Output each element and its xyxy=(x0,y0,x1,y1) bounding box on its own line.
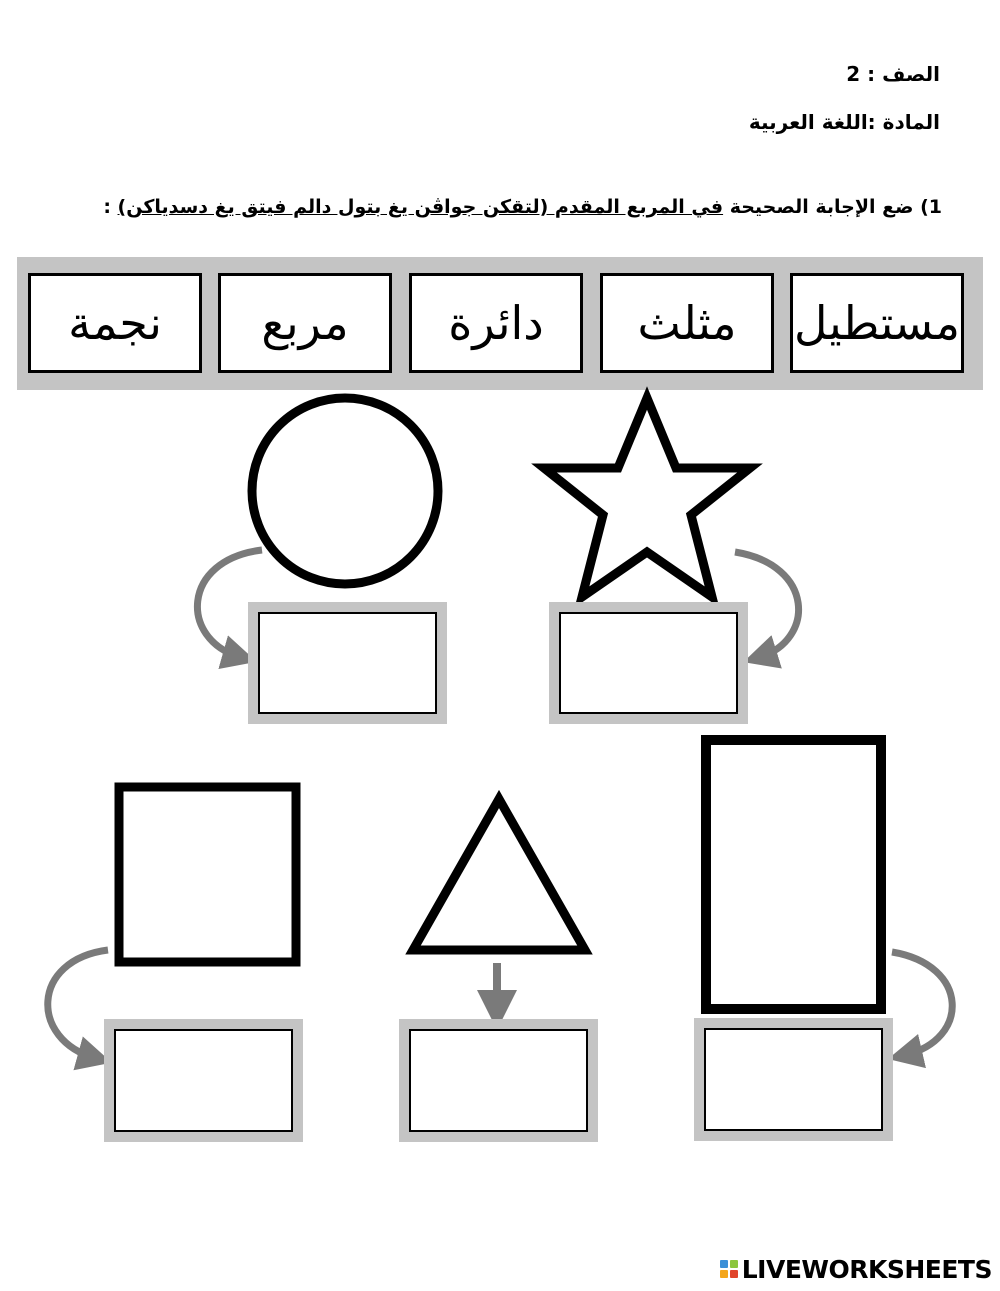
word-rectangle[interactable]: مستطيل xyxy=(790,273,964,373)
logo-square xyxy=(730,1270,738,1278)
grade-label: الصف : 2 xyxy=(846,62,940,86)
answer-input-triangle[interactable] xyxy=(409,1029,588,1132)
instruction-number: 1) xyxy=(920,196,942,218)
footer-logo xyxy=(720,1252,992,1286)
word-circle[interactable]: دائرة xyxy=(409,273,583,373)
instruction-colon: : xyxy=(103,196,118,218)
logo-square xyxy=(730,1260,738,1268)
logo-square xyxy=(720,1270,728,1278)
instruction-text-underlined: في المربع المقدم (لتقكن جواڤن يغ بتول دالم فيتق يغ دسدياكن) xyxy=(117,196,724,218)
subject-label: المادة :اللغة العربية xyxy=(748,110,940,134)
logo-square xyxy=(720,1260,728,1268)
answer-input-star[interactable] xyxy=(559,612,738,714)
word-square[interactable]: مربع xyxy=(218,273,392,373)
star-shape xyxy=(544,398,750,597)
answer-box-circle xyxy=(248,602,447,724)
answer-input-square[interactable] xyxy=(114,1029,293,1132)
word-triangle[interactable]: مثلث xyxy=(600,273,774,373)
square-shape xyxy=(119,787,296,962)
word-star[interactable]: نجمة xyxy=(28,273,202,373)
liveworksheets-icon xyxy=(720,1260,738,1278)
answer-box-square xyxy=(104,1019,303,1142)
circle-shape xyxy=(252,398,438,584)
triangle-shape xyxy=(413,799,585,950)
answer-box-star xyxy=(549,602,748,724)
answer-input-rectangle[interactable] xyxy=(704,1028,883,1131)
curved-arrow-square xyxy=(48,950,108,1058)
answer-box-triangle xyxy=(399,1019,598,1142)
answer-input-circle[interactable] xyxy=(258,612,437,714)
rectangle-shape xyxy=(706,740,881,1009)
instruction-text: ضع الإجابة الصحيحة xyxy=(723,196,914,218)
answer-box-rectangle xyxy=(694,1018,893,1141)
curved-arrow-rectangle xyxy=(892,952,952,1055)
footer-brand: LIVEWORKSHEETS xyxy=(741,1254,992,1284)
